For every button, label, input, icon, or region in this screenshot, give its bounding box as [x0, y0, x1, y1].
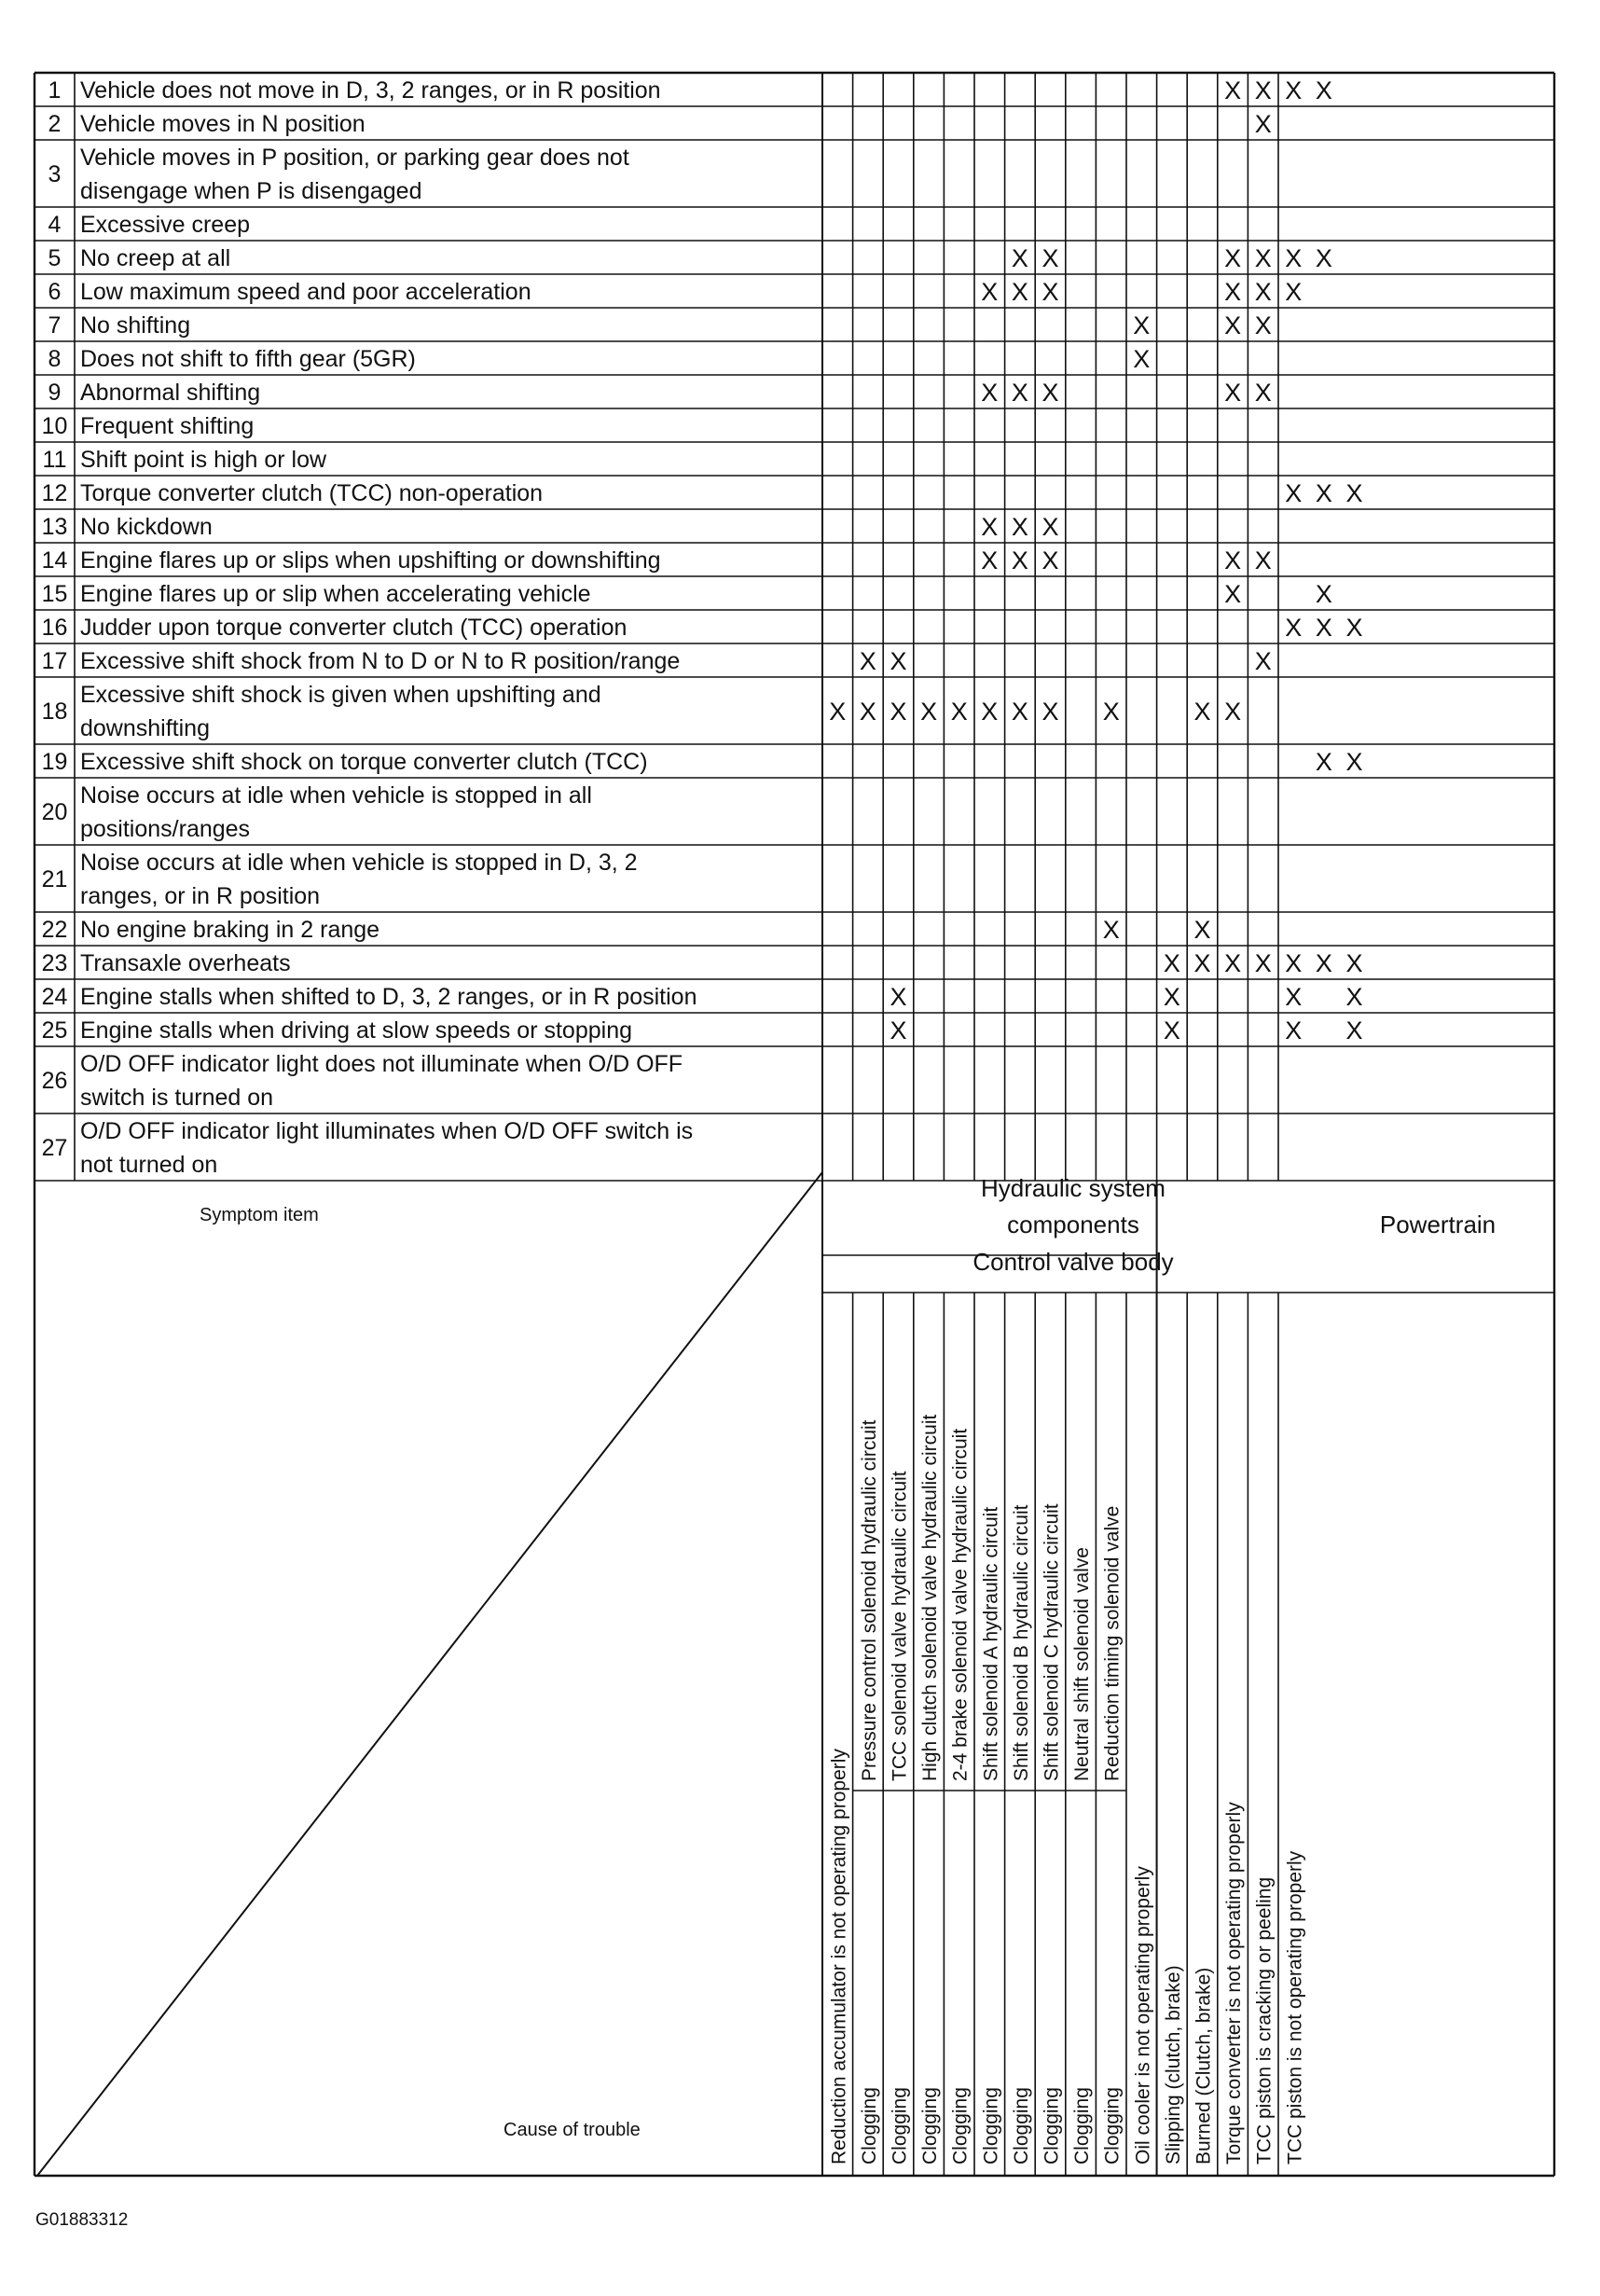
- trouble-mark: X: [1041, 379, 1059, 407]
- symptom-number: 13: [41, 514, 68, 540]
- symptom-row: [48, 77, 661, 104]
- trouble-mark: X: [1224, 698, 1242, 726]
- symptom-text: No shifting: [80, 312, 191, 339]
- symptom-number: 23: [41, 950, 68, 976]
- trouble-mark: X: [1285, 278, 1303, 306]
- symptom-text: switch is turned on: [80, 1085, 274, 1111]
- symptom-number: 12: [41, 480, 68, 506]
- trouble-mark: X: [1285, 479, 1303, 507]
- trouble-mark: X: [1315, 76, 1332, 104]
- trouble-mark: X: [1345, 479, 1363, 507]
- symptom-row: [42, 581, 591, 607]
- symptom-text: Abnormal shifting: [80, 380, 261, 406]
- component-label: TCC solenoid valve hydraulic circuit: [889, 1471, 911, 1781]
- symptom-number: 25: [41, 1017, 68, 1044]
- symptom-item-label: Symptom item: [200, 1205, 319, 1225]
- symptom-number: 17: [41, 648, 68, 674]
- hydraulic-header-line-1: Hydraulic system: [981, 1174, 1166, 1202]
- symptom-text: Low maximum speed and poor acceleration: [80, 279, 531, 305]
- table-header: [37, 1172, 1496, 2176]
- trouble-mark: X: [1163, 1017, 1180, 1044]
- symptom-row: [48, 312, 191, 339]
- symptom-text: Excessive creep: [80, 212, 251, 238]
- component-label: 2-4 brake solenoid valve hydraulic circuit: [949, 1428, 972, 1781]
- symptom-row: [48, 279, 531, 305]
- symptom-number: 21: [41, 866, 68, 892]
- symptom-number: 1: [48, 77, 62, 104]
- symptom-row: [48, 212, 250, 238]
- cause-label: Torque converter is not operating properly: [1223, 1802, 1246, 2165]
- symptom-row: [48, 111, 366, 137]
- cause-label: Clogging: [858, 2087, 880, 2165]
- trouble-mark: X: [1285, 1017, 1303, 1044]
- symptom-number: 7: [48, 312, 62, 339]
- cause-label: Clogging: [919, 2087, 942, 2165]
- trouble-mark: X: [1224, 949, 1242, 977]
- trouble-mark: X: [1345, 949, 1363, 977]
- trouble-mark: X: [1315, 244, 1332, 272]
- symptom-text: not turned on: [80, 1152, 218, 1178]
- trouble-mark: X: [1254, 647, 1272, 675]
- symptom-row: [42, 480, 543, 506]
- symptom-row: [42, 615, 628, 641]
- trouble-mark: X: [920, 698, 938, 726]
- cause-label: TCC piston is cracking or peeling: [1253, 1876, 1276, 2165]
- symptom-row: [42, 850, 638, 909]
- symptom-number: 15: [41, 581, 68, 607]
- symptom-row: [42, 1051, 683, 1111]
- symptom-number: 22: [41, 917, 68, 943]
- hydraulic-header-line-2: components: [1007, 1210, 1139, 1238]
- trouble-mark: X: [890, 1017, 907, 1044]
- symptom-number: 14: [41, 547, 68, 574]
- column-labels: [828, 1414, 1305, 2165]
- symptom-number: 10: [41, 413, 68, 439]
- symptom-number: 9: [48, 380, 62, 406]
- component-label: Pressure control solenoid hydraulic circuit: [858, 1419, 880, 1781]
- cause-label: Clogging: [1101, 2087, 1124, 2165]
- cause-label: Burned (Clutch, brake): [1193, 1967, 1215, 2165]
- symptom-text: No engine braking in 2 range: [80, 917, 380, 943]
- symptom-row: [42, 514, 213, 540]
- trouble-mark: X: [1133, 345, 1151, 373]
- trouble-mark: X: [1224, 311, 1242, 339]
- trouble-mark: X: [1224, 278, 1242, 306]
- symptom-number: 24: [41, 984, 68, 1010]
- trouble-mark: X: [981, 546, 999, 574]
- symptom-number: 11: [42, 447, 67, 473]
- trouble-mark: X: [1224, 379, 1242, 407]
- trouble-mark: X: [1315, 748, 1332, 776]
- trouble-mark: X: [1254, 110, 1272, 138]
- trouble-mark: X: [1345, 748, 1363, 776]
- trouble-mark: X: [1102, 698, 1120, 726]
- trouble-mark: X: [1041, 244, 1059, 272]
- symptom-number: 5: [48, 245, 62, 271]
- trouble-mark: X: [1011, 513, 1028, 541]
- trouble-mark: X: [1163, 983, 1180, 1011]
- trouble-mark: X: [890, 647, 907, 675]
- symptom-row: [43, 447, 327, 473]
- trouble-mark: X: [829, 698, 847, 726]
- trouble-mark: X: [1224, 76, 1242, 104]
- figure-id: G01883312: [35, 2210, 129, 2230]
- cause-label: Clogging: [889, 2087, 911, 2165]
- symptom-number: 6: [48, 279, 62, 305]
- cause-label: TCC piston is not operating properly: [1284, 1850, 1306, 2165]
- symptom-text: Excessive shift shock on torque converter clutch (TCC): [80, 749, 648, 775]
- trouble-mark: X: [981, 379, 999, 407]
- symptom-row: [48, 346, 416, 372]
- symptom-number: 26: [41, 1068, 68, 1094]
- trouble-mark: X: [1224, 580, 1242, 608]
- trouble-mark: X: [1011, 244, 1028, 272]
- symptom-number: 27: [41, 1135, 68, 1161]
- symptom-row: [42, 917, 379, 943]
- symptom-text: Vehicle moves in N position: [80, 111, 366, 137]
- symptom-number: 20: [41, 799, 68, 825]
- symptom-row: [48, 245, 231, 271]
- trouble-mark: X: [1315, 949, 1332, 977]
- symptom-text: Frequent shifting: [80, 413, 255, 439]
- symptom-text: No kickdown: [80, 514, 213, 540]
- symptom-number: 8: [48, 346, 62, 372]
- trouble-mark: X: [1041, 278, 1059, 306]
- trouble-mark: X: [1254, 379, 1272, 407]
- cause-label: Clogging: [1010, 2087, 1032, 2165]
- trouble-mark: X: [1011, 278, 1028, 306]
- cause-of-trouble-label: Cause of trouble: [503, 2120, 641, 2140]
- symptom-number: 19: [41, 749, 68, 775]
- symptom-text: Shift point is high or low: [80, 447, 327, 473]
- trouble-mark: X: [1041, 513, 1059, 541]
- component-label: Shift solenoid C hydraulic circuit: [1041, 1503, 1063, 1781]
- component-label: Shift solenoid B hydraulic circuit: [1010, 1504, 1032, 1781]
- symptom-row: [42, 682, 601, 741]
- trouble-mark: X: [1193, 916, 1211, 944]
- component-label: Shift solenoid A hydraulic circuit: [980, 1506, 1002, 1781]
- trouble-mark: X: [1041, 546, 1059, 574]
- symptom-row: [42, 413, 255, 439]
- cause-label: Clogging: [1071, 2087, 1094, 2165]
- trouble-mark: X: [1315, 479, 1332, 507]
- trouble-mark: X: [1254, 278, 1272, 306]
- symptom-text: Excessive shift shock from N to D or N to R position/range: [80, 648, 681, 674]
- symptom-text: O/D OFF indicator light illuminates when O/D OFF switch is: [80, 1118, 694, 1144]
- trouble-mark: X: [890, 983, 907, 1011]
- trouble-mark: X: [1315, 580, 1332, 608]
- symptom-row: [42, 1118, 694, 1178]
- trouble-mark: X: [1254, 949, 1272, 977]
- trouble-mark: X: [981, 513, 999, 541]
- symptom-row: [42, 950, 291, 976]
- cause-label: Clogging: [949, 2087, 972, 2165]
- trouble-mark: X: [1193, 698, 1211, 726]
- symptom-number: 3: [48, 161, 62, 187]
- symptom-text: Excessive shift shock is given when upshifting and: [80, 682, 601, 708]
- trouble-mark: X: [1041, 698, 1059, 726]
- symptom-row: [42, 648, 681, 674]
- trouble-mark: X: [1285, 244, 1303, 272]
- trouble-mark: X: [1254, 546, 1272, 574]
- component-label: High clutch solenoid valve hydraulic circuit: [919, 1414, 942, 1781]
- trouble-mark: X: [1163, 949, 1180, 977]
- cause-label: Clogging: [1041, 2087, 1063, 2165]
- trouble-mark: X: [1254, 311, 1272, 339]
- symptom-text: Engine flares up or slip when accelerating vehicle: [80, 581, 591, 607]
- symptom-row: [42, 547, 661, 574]
- symptom-text: Vehicle moves in P position, or parking gear does not: [80, 145, 629, 171]
- symptom-text: Judder upon torque converter clutch (TCC) operation: [80, 615, 628, 641]
- trouble-mark: X: [1254, 244, 1272, 272]
- powertrain-header: Powertrain: [1379, 1210, 1497, 1238]
- symptom-text: Noise occurs at idle when vehicle is stopped in all: [80, 782, 592, 809]
- trouble-mark: X: [1285, 983, 1303, 1011]
- corner-diagonal: [37, 1172, 822, 2176]
- trouble-mark: X: [1345, 983, 1363, 1011]
- symptom-number: 16: [41, 615, 68, 641]
- component-label: Neutral shift solenoid valve: [1071, 1547, 1094, 1781]
- symptom-text: disengage when P is disengaged: [80, 178, 422, 204]
- symptom-text: Engine stalls when shifted to D, 3, 2 ranges, or in R position: [80, 984, 697, 1010]
- symptom-text: Torque converter clutch (TCC) non-operation: [80, 480, 544, 506]
- symptom-text: O/D OFF indicator light does not illuminate when O/D OFF: [80, 1051, 683, 1077]
- symptom-text: Engine flares up or slips when upshifting or downshifting: [80, 547, 661, 574]
- control-valve-body-header: Control valve body: [972, 1248, 1174, 1276]
- symptom-row: [48, 145, 629, 204]
- component-label: Reduction timing solenoid valve: [1101, 1505, 1124, 1781]
- trouble-mark: X: [1315, 614, 1332, 642]
- symptom-text: Noise occurs at idle when vehicle is stopped in D, 3, 2: [80, 850, 638, 876]
- trouble-mark: X: [1193, 949, 1211, 977]
- symptom-text: Transaxle overheats: [80, 950, 291, 976]
- symptom-text: Vehicle does not move in D, 3, 2 ranges, or in R position: [80, 77, 661, 104]
- trouble-mark: X: [1285, 614, 1303, 642]
- symptom-row: [42, 984, 697, 1010]
- symptom-row: [42, 749, 648, 775]
- trouble-mark: X: [859, 647, 876, 675]
- trouble-mark: X: [1224, 546, 1242, 574]
- symptom-number: 2: [48, 111, 62, 137]
- trouble-mark: X: [1011, 698, 1028, 726]
- trouble-mark: X: [1285, 76, 1303, 104]
- trouble-mark: X: [1224, 244, 1242, 272]
- cause-label: Slipping (clutch, brake): [1162, 1965, 1184, 2165]
- trouble-mark: X: [1011, 546, 1028, 574]
- symptom-number: 18: [41, 698, 68, 725]
- symptom-text: ranges, or in R position: [80, 883, 321, 909]
- trouble-mark: X: [1102, 916, 1120, 944]
- trouble-mark: X: [1011, 379, 1028, 407]
- symptom-row: [42, 782, 592, 842]
- trouble-mark: X: [1285, 949, 1303, 977]
- symptom-text: Does not shift to fifth gear (5GR): [80, 346, 416, 372]
- trouble-mark: X: [890, 698, 907, 726]
- trouble-mark: X: [859, 698, 876, 726]
- symptom-text: No creep at all: [80, 245, 231, 271]
- symptom-text: positions/ranges: [80, 816, 251, 842]
- cause-label: Reduction accumulator is not operating properly: [828, 1749, 850, 2165]
- cause-label: Clogging: [980, 2087, 1002, 2165]
- cause-label: Oil cooler is not operating properly: [1132, 1866, 1154, 2165]
- trouble-mark: X: [1345, 614, 1363, 642]
- trouble-mark: X: [1133, 311, 1151, 339]
- symptom-number: 4: [48, 212, 62, 238]
- trouble-mark: X: [950, 698, 968, 726]
- symptom-row: [42, 1017, 632, 1044]
- symptom-text: Engine stalls when driving at slow speeds or stopping: [80, 1017, 633, 1044]
- trouble-mark: X: [981, 698, 999, 726]
- trouble-mark: X: [981, 278, 999, 306]
- trouble-mark: X: [1345, 1017, 1363, 1044]
- symptom-row: [48, 380, 261, 406]
- trouble-mark: X: [1254, 76, 1272, 104]
- symptom-text: downshifting: [80, 715, 210, 741]
